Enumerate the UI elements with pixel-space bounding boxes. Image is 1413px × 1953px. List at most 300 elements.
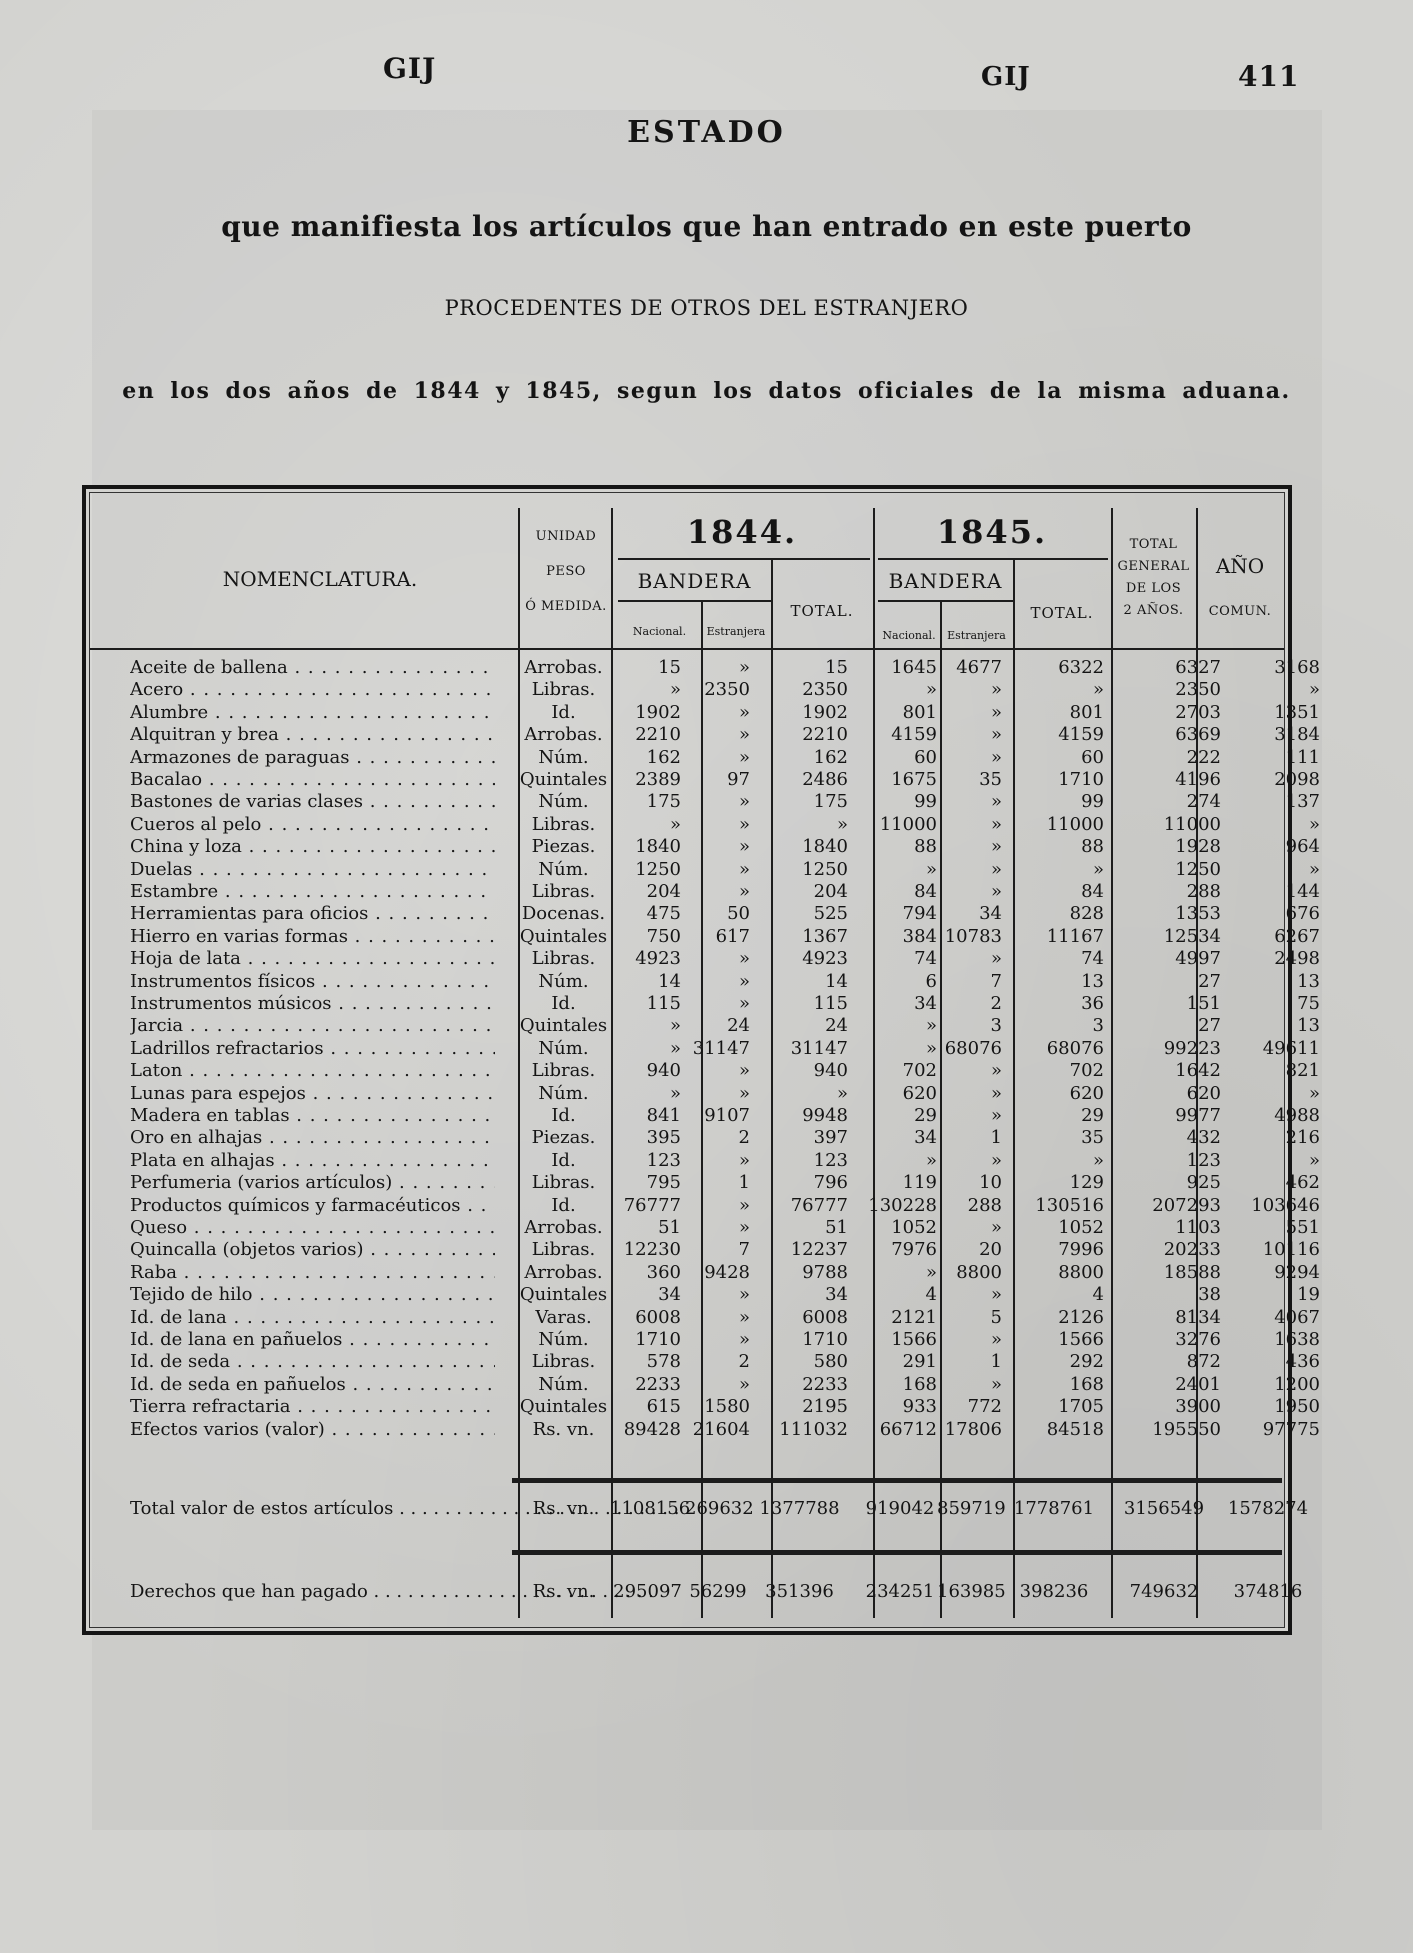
item-unit: Núm. [538,1082,589,1104]
value-1845-national: 620 [902,1082,937,1104]
value-grand-total: 123 [1186,1149,1221,1171]
totals-value: 269632 [685,1498,754,1519]
value-grand-total: 2401 [1175,1373,1221,1395]
value-1844-foreign: 97 [727,769,750,790]
nomenclature-header: NOMENCLATURA. [222,567,418,591]
value-1844-foreign: » [738,1149,750,1171]
totals-value: 919042 [865,1498,935,1519]
table-row [130,656,1320,679]
value-grand-total: 27 [1198,1015,1221,1037]
value-1845-total: 620 [1069,1082,1104,1104]
value-1845-total: 702 [1069,1060,1104,1082]
value-common-year: 436 [1285,1351,1320,1373]
value-1844-foreign: 2350 [704,679,750,701]
value-1844-foreign: » [738,881,750,902]
value-grand-total: 1103 [1175,1217,1221,1238]
value-1844-total: 175 [813,791,848,813]
value-1845-foreign: 10783 [944,925,1002,947]
totals-row [130,1495,1309,1523]
value-1844-total: 2210 [802,724,848,746]
item-name: Id. de seda . . . [130,1350,495,1373]
duties-value: 374816 [1233,1581,1303,1602]
value-1844-foreign: 21604 [692,1418,750,1440]
value-grand-total: 432 [1186,1127,1221,1149]
value-1844-total: 1902 [802,701,848,723]
value-1845-total: 60 [1081,746,1104,768]
value-1844-total: 31147 [790,1037,848,1059]
value-1844-foreign: 617 [715,925,750,947]
value-grand-total: 222 [1186,746,1221,768]
value-grand-total: 195550 [1152,1418,1221,1440]
value-1845-total: 35 [1081,1127,1104,1149]
value-1844-total: 940 [813,1060,848,1082]
item-name: Aceite de ballena . . . [130,656,495,679]
table-row [130,1059,1320,1082]
value-1844-foreign: » [738,948,750,970]
table-row [130,813,1320,836]
value-1845-total: 3 [1092,1015,1104,1037]
item-name: Alquitran y brea . . . [130,723,495,746]
item-unit: Libras. [531,881,596,902]
table-row [130,970,1320,993]
value-1844-foreign: 9428 [704,1261,750,1283]
value-1844-national: 841 [646,1105,681,1126]
value-grand-total: 6369 [1175,724,1221,746]
item-name: Herramientas para oficios . . . [130,902,495,925]
value-grand-total: 9977 [1175,1105,1221,1126]
table-row [130,1418,1320,1441]
flag-header-1844: BANDERA [637,569,752,593]
item-unit: Id. [551,1105,576,1126]
value-1844-foreign: » [738,970,750,992]
item-unit: Quintales [519,769,608,790]
value-1845-total: 1705 [1058,1396,1104,1418]
item-name: China y loza . . . [130,835,495,858]
table-row [130,1126,1320,1149]
value-1844-foreign: » [738,1373,750,1395]
value-1845-foreign: 4677 [956,657,1002,678]
table-row [130,992,1320,1015]
title-subtitle: que manifiesta los artículos que han entrado en este puerto [221,210,1192,243]
value-common-year: 4988 [1274,1105,1320,1126]
value-1845-total: » [1092,1149,1104,1171]
value-1844-foreign: » [738,813,750,835]
year-1845-header: 1845. [936,513,1048,551]
unit-header-line2: PESO [546,564,586,579]
value-1845-foreign: » [990,746,1002,768]
value-1844-foreign: » [738,1306,750,1328]
value-common-year: 1351 [1274,701,1320,723]
value-1844-national: » [669,813,681,835]
item-unit: Id. [551,993,576,1014]
value-grand-total: 12534 [1163,925,1221,947]
value-1845-national: 6 [925,970,937,992]
total-header-1844: TOTAL. [790,602,854,620]
header-rule [618,600,773,602]
table-row [130,1216,1320,1239]
grand-total-header-line2: GENERAL [1117,559,1190,574]
item-unit: Arrobas. [524,657,603,678]
totals-value: 859719 [937,1498,1006,1519]
value-common-year: » [1308,813,1320,835]
value-grand-total: 38 [1198,1284,1221,1306]
value-1845-national: 1566 [891,1329,937,1350]
value-grand-total: 11000 [1163,813,1221,835]
item-unit: Libras. [531,948,596,970]
value-1844-foreign: 24 [727,1015,750,1037]
totals-value: 3156549 [1123,1498,1205,1519]
value-1845-total: 36 [1081,993,1104,1014]
table-row [130,746,1320,769]
value-1844-foreign: 1 [738,1172,750,1194]
table-row [130,1261,1320,1284]
value-grand-total: 620 [1186,1082,1221,1104]
value-1844-national: 578 [646,1351,681,1373]
value-1844-foreign: 7 [738,1239,750,1261]
value-1845-total: 801 [1069,701,1104,723]
value-1844-total: 12237 [790,1239,848,1261]
value-1845-national: 119 [902,1172,937,1194]
value-1844-national: » [669,1015,681,1037]
value-1845-national: 29 [914,1105,937,1126]
value-1844-national: » [669,679,681,701]
value-1844-foreign: » [738,701,750,723]
value-1844-foreign: » [738,1194,750,1216]
value-1844-foreign: » [738,1060,750,1082]
value-1844-total: 204 [813,881,848,902]
value-1845-national: 66712 [879,1418,937,1440]
item-name: Hierro en varias formas . . . [130,925,495,948]
value-common-year: » [1308,1082,1320,1104]
value-1844-foreign: 31147 [692,1037,750,1059]
grand-total-header-line1: TOTAL [1129,537,1178,552]
value-common-year: 144 [1285,881,1320,902]
value-1845-foreign: 5 [990,1306,1002,1328]
item-unit: Id. [551,701,576,723]
item-name: Jarcia . . . [130,1014,495,1037]
table-row [130,902,1320,925]
value-1845-national: 168 [902,1373,937,1395]
value-grand-total: 18588 [1163,1261,1221,1283]
totals-unit: Rs. vn. [532,1498,595,1519]
item-unit: Piezas. [531,1127,596,1149]
value-common-year: 10116 [1262,1239,1320,1261]
grand-total-header-line3: DE LOS [1125,581,1182,596]
item-unit: Libras. [531,1351,596,1373]
table-row [130,790,1320,813]
table-row [130,925,1320,948]
value-1845-total: 828 [1069,903,1104,925]
value-1845-foreign: » [990,701,1002,723]
value-1845-total: 8800 [1058,1261,1104,1283]
foreign-header-1844: Estranjera [706,625,766,638]
value-common-year: 9294 [1274,1261,1320,1283]
value-grand-total: 151 [1186,993,1221,1014]
value-1845-total: 1710 [1058,769,1104,790]
value-1844-national: 360 [646,1261,681,1283]
value-grand-total: 27 [1198,970,1221,992]
value-1844-total: 1840 [802,836,848,858]
value-1844-national: 1902 [635,701,681,723]
value-1844-total: 580 [813,1351,848,1373]
value-1844-total: 1250 [802,858,848,880]
value-common-year: 6267 [1274,925,1320,947]
duties-unit: Rs. vn. [532,1581,595,1602]
value-1845-foreign: » [990,836,1002,858]
value-grand-total: 1928 [1175,836,1221,858]
value-1844-total: 51 [825,1217,848,1238]
table-row [130,1238,1320,1261]
value-1845-foreign: 7 [990,970,1002,992]
item-name: Oro en alhajas . . . [130,1126,495,1149]
item-name: Quincalla (objetos varios) . . . [130,1238,495,1261]
table-row [130,678,1320,701]
value-1845-national: » [925,679,937,701]
value-1845-national: 60 [914,746,937,768]
item-unit: Id. [551,1149,576,1171]
value-1844-national: 51 [658,1217,681,1238]
value-1844-total: 2350 [802,679,848,701]
value-common-year: 111 [1285,746,1320,768]
year-1844-header: 1844. [686,513,798,551]
value-grand-total: 3900 [1175,1396,1221,1418]
value-1844-total: 6008 [802,1306,848,1328]
value-1844-foreign: » [738,993,750,1014]
item-name: Id. de lana en pañuelos . . . [130,1328,495,1351]
item-unit: Quintales [519,1396,608,1418]
value-common-year: 49611 [1262,1037,1320,1059]
value-1845-foreign: 17806 [944,1418,1002,1440]
value-1844-foreign: » [738,1329,750,1350]
header-rule [618,558,870,560]
value-grand-total: 1642 [1175,1060,1221,1082]
table-row [130,858,1320,881]
common-year-header-line1: AÑO [1215,554,1265,578]
value-1845-national: 1675 [891,769,937,790]
value-1845-foreign: » [990,1284,1002,1306]
running-header-center: GIJ [981,62,1031,92]
value-1845-foreign: » [990,858,1002,880]
item-unit: Núm. [538,1373,589,1395]
duties-separator [512,1550,1282,1555]
value-1844-total: 162 [813,746,848,768]
value-1844-total: 1710 [802,1329,848,1350]
table-row [130,768,1320,791]
value-1844-total: 2195 [802,1396,848,1418]
value-1845-foreign: » [990,1217,1002,1238]
value-1844-total: » [836,813,848,835]
value-grand-total: 872 [1186,1351,1221,1373]
value-1845-foreign: » [990,679,1002,701]
value-1845-foreign: 34 [979,903,1002,925]
duties-label: Derechos que han pagado . . . [130,1578,495,1606]
value-1845-national: 34 [914,993,937,1014]
item-unit: Rs. vn. [532,1418,595,1440]
value-1845-total: 11000 [1046,813,1104,835]
item-name: Instrumentos músicos . . . [130,992,495,1015]
value-1845-total: 13 [1081,970,1104,992]
value-1845-national: 74 [914,948,937,970]
value-1845-total: 6322 [1058,657,1104,678]
value-1844-total: 397 [813,1127,848,1149]
table-row [130,1283,1320,1306]
duties-value: 56299 [689,1581,747,1602]
value-1845-foreign: » [990,1060,1002,1082]
value-1845-national: 702 [902,1060,937,1082]
running-header-left: GIJ [383,52,437,85]
value-1844-total: 2486 [802,769,848,790]
value-common-year: 3168 [1274,657,1320,678]
value-1844-national: 2389 [635,769,681,790]
title-years: en los dos años de 1844 y 1845, segun los datos oficiales de la misma aduana. [122,378,1291,404]
duties-value: 351396 [765,1581,834,1602]
value-1844-national: 6008 [635,1306,681,1328]
value-1845-total: 99 [1081,791,1104,813]
item-name: Hoja de lata . . . [130,947,495,970]
totals-value: 1108156 [610,1498,691,1519]
value-grand-total: 99223 [1163,1037,1221,1059]
header-rule [878,600,1014,602]
item-name: Raba . . . [130,1261,495,1284]
item-name: Armazones de paraguas . . . [130,746,495,769]
item-name: Id. de lana . . . [130,1306,495,1329]
value-1845-total: 4 [1092,1284,1104,1306]
value-1844-national: 175 [646,791,681,813]
value-1845-total: 84 [1081,881,1104,902]
value-1844-national: 395 [646,1127,681,1149]
value-common-year: 1200 [1274,1373,1320,1395]
value-1844-national: 1840 [635,836,681,858]
value-1844-total: 24 [825,1015,848,1037]
value-common-year: 19 [1297,1284,1320,1306]
value-common-year: 97775 [1262,1418,1320,1440]
value-1844-total: 76777 [790,1194,848,1216]
value-1844-national: 76777 [623,1194,681,1216]
value-common-year: 821 [1285,1060,1320,1082]
item-unit: Libras. [531,1060,596,1082]
item-unit: Libras. [531,679,596,701]
duties-value: 295097 [613,1581,682,1602]
value-1845-national: 84 [914,881,937,902]
item-unit: Núm. [538,1037,589,1059]
value-1844-national: 123 [646,1149,681,1171]
item-unit: Id. [551,1194,576,1216]
value-1844-foreign: » [738,791,750,813]
item-unit: Docenas. [521,903,606,925]
value-1844-total: 111032 [779,1418,848,1440]
table-row [130,1328,1320,1351]
table-row [130,1171,1320,1194]
value-1845-national: 11000 [879,813,937,835]
value-1844-national: 14 [658,970,681,992]
value-1845-foreign: 288 [967,1194,1002,1216]
value-common-year: 4067 [1274,1306,1320,1328]
value-1844-national: 15 [658,657,681,678]
header-bottom-rule [90,648,1284,650]
value-grand-total: 925 [1186,1172,1221,1194]
value-1845-total: » [1092,679,1104,701]
value-1844-foreign: 2 [738,1127,750,1149]
value-1845-total: 74 [1081,948,1104,970]
totals-value: 1578274 [1227,1498,1309,1519]
value-1845-national: 88 [914,836,937,858]
item-name: Id. de seda en pañuelos . . . [130,1373,495,1396]
value-1845-national: » [925,1015,937,1037]
value-common-year: 3184 [1274,724,1320,746]
header-rule [878,558,1108,560]
title-main: ESTADO [627,115,786,150]
value-grand-total: 274 [1186,791,1221,813]
table-row [130,947,1320,970]
value-1844-total: 525 [813,903,848,925]
value-common-year: » [1308,1149,1320,1171]
item-unit: Quintales [519,1284,608,1306]
value-1844-national: 1250 [635,858,681,880]
value-1845-foreign: 2 [990,993,1002,1014]
item-unit: Piezas. [531,836,596,858]
table-row [130,835,1320,858]
value-grand-total: 207293 [1152,1194,1221,1216]
value-common-year: 75 [1297,993,1320,1014]
value-1845-national: 7976 [891,1239,937,1261]
item-name: Queso . . . [130,1216,495,1239]
value-1844-national: 750 [646,925,681,947]
totals-label: Total valor de estos artículos . . . [130,1495,495,1523]
table-row [130,1082,1320,1105]
duties-value: 749632 [1129,1581,1199,1602]
value-common-year: 103646 [1251,1194,1320,1216]
table-row [130,723,1320,746]
value-1845-national: 130228 [868,1194,937,1216]
value-1845-total: 84518 [1046,1418,1104,1440]
value-1845-total: 129 [1069,1172,1104,1194]
value-1844-foreign: » [738,858,750,880]
value-1844-national: 204 [646,881,681,902]
value-common-year: 2498 [1274,948,1320,970]
value-1844-total: » [836,1082,848,1104]
value-1845-foreign: » [990,881,1002,902]
value-grand-total: 4196 [1175,769,1221,790]
value-1844-total: 115 [813,993,848,1014]
value-1845-national: 933 [902,1396,937,1418]
value-1844-national: » [669,1082,681,1104]
item-name: Perfumeria (varios artículos) . . . [130,1171,495,1194]
item-name: Alumbre . . . [130,701,495,724]
duties-row [130,1578,1303,1606]
value-common-year: 964 [1285,836,1320,858]
value-1844-national: 795 [646,1172,681,1194]
duties-value: 398236 [1019,1581,1089,1602]
value-1845-foreign: » [990,948,1002,970]
value-grand-total: 288 [1186,881,1221,902]
value-1845-total: » [1092,858,1104,880]
totals-value: 1377788 [759,1498,840,1519]
value-1844-national: 2233 [635,1373,681,1395]
value-1844-foreign: » [738,1217,750,1238]
value-1845-foreign: » [990,1105,1002,1126]
item-unit: Arrobas. [524,1217,603,1238]
item-name: Instrumentos físicos . . . [130,970,495,993]
value-1845-foreign: 68076 [944,1037,1002,1059]
unit-header-line3: Ó MEDIDA. [525,599,607,614]
value-1845-foreign: 35 [979,769,1002,790]
item-unit: Núm. [538,1329,589,1350]
value-1845-foreign: 10 [979,1172,1002,1194]
national-header-1844: Nacional. [632,625,687,638]
value-1845-national: 34 [914,1127,937,1149]
item-name: Duelas . . . [130,858,495,881]
item-name: Efectos varios (valor) . . . [130,1418,495,1441]
